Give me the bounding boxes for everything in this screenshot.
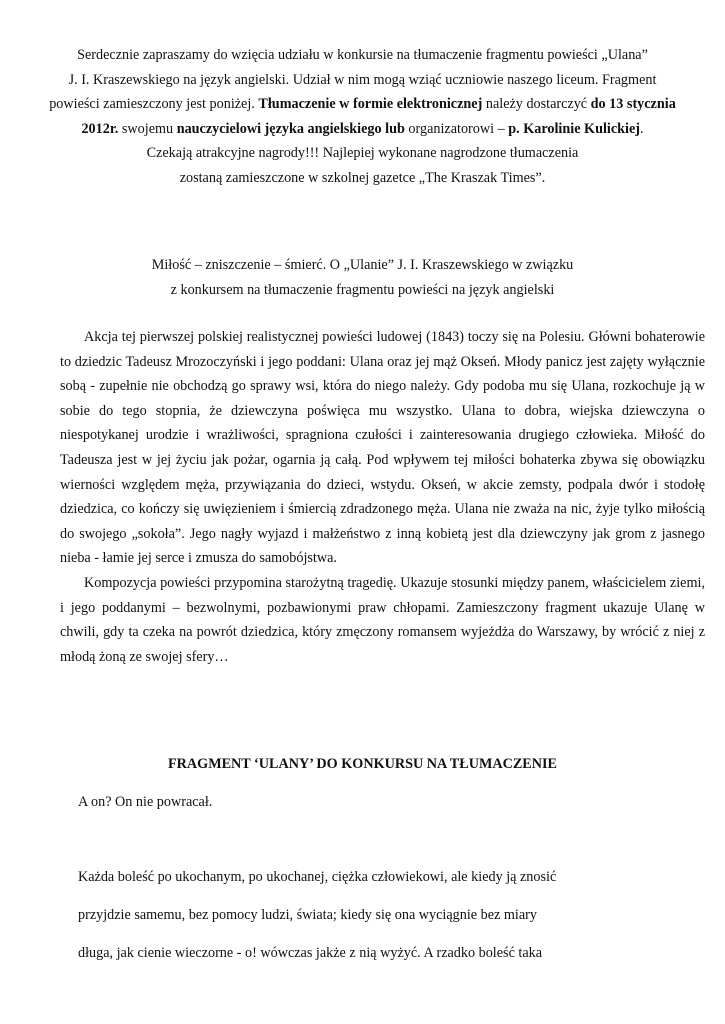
intro-text: należy dostarczyć	[482, 96, 591, 113]
intro-line-1: Serdecznie zapraszamy do wzięcia udziału w konkursie na tłumaczenie fragmentu powieści „Ulana”	[77, 47, 648, 63]
intro-emphasis-year: 2012r.	[81, 120, 119, 137]
intro-emphasis-organizer: p. Karolinie Kulickiej	[508, 120, 641, 137]
fragment-line-3: przyjdzie samemu, bez pomocy ludzi, świata; kiedy się ona wyciągnie bez miary	[78, 907, 537, 923]
intro-emphasis-deadline: do 13 stycznia	[590, 96, 676, 113]
essay-title-line-2: z konkursem na tłumaczenie fragmentu powieści na język angielski	[170, 281, 555, 298]
intro-emphasis-format: Tłumaczenie w formie elektronicznej	[258, 96, 483, 113]
essay-body	[60, 325, 705, 669]
essay-title-line-1: Miłość – zniszczenie – śmierć. O „Ulanie” J. I. Kraszewskiego w związku	[151, 257, 574, 273]
essay-title	[40, 253, 685, 302]
intro-text: swojemu	[118, 120, 177, 137]
intro-line-2: J. I. Kraszewskiego na język angielski. Udział w nim mogą wziąć uczniowie naszego liceum. Fragment	[68, 71, 657, 88]
intro-emphasis-teacher: nauczycielowi języka angielskiego lub	[176, 120, 405, 137]
contest-announcement	[40, 43, 685, 191]
intro-text: .	[640, 120, 644, 137]
fragment-line-4: długa, jak cienie wieczorne - o! wówczas jakże z nią wyżyć. A rzadko boleść taka	[78, 945, 543, 961]
intro-text: powieści zamieszczony jest poniżej.	[49, 96, 259, 113]
intro-line-6: zostaną zamieszczone w szkolnej gazetce „The Kraszak Times”.	[179, 169, 546, 186]
essay-paragraph-1: Akcja tej pierwszej polskiej realistycznej powieści ludowej (1843) toczy się na Polesiu. Główni bohaterowie to dziedzic Tadeusz Mrozoczyński i jego poddani: Ulana oraz jej mąż Okseń. Młody panicz jest zajęty wyłącznie sobą - zupełnie nie obchodzą go sprawy wsi, która do niego należy. Gdy podoba mu się Ulana, rozkochuje ją w sobie do tego stopnia, że dziewczyna poświęca mu wszystko. Ulana to dobra, wiejska dziewczyna o niespotykanej urodzie i wrażliwości, spragniona czułości i zainteresowania drugiego człowieka. Miłość do Tadeusza jest w jej życiu jak pożar, ogarnia ją całą. Pod wpływem tej miłości bohaterka zbywa się obowiązku wierności względem męża, przywiązania do dzieci, wstydu. Okseń, w akcie zemsty, podpala dwór i stodołę dziedzica, co kończy się uwięzieniem i śmiercią zdradzonego męża. Ulana nie zważa na nic, żyje tylko miłością do swojego „sokoła”. Jego nagły wyjazd i małżeństwo z inną kobietą jest dla dziewczyny jak grom z jasnego nieba - łamie jej serce i zmusza do samobójstwa.	[60, 329, 705, 567]
intro-line-4	[40, 117, 685, 142]
fragment-heading: FRAGMENT ‘ULANY’ DO KONKURSU NA TŁUMACZENIE	[168, 756, 557, 772]
essay-paragraph-2: Kompozycja powieści przypomina starożytną tragedię. Ukazuje stosunki między panem, właścicielem ziemi, i jego poddanymi – bezwolnymi, pozbawionymi praw chłopami. Zamieszczony fragment ukazuje Ulanę w chwili, gdy ta czeka na powrót dziedzica, który zmęczony romansem wyjeżdża do Warszawy, by wrócić z niej z młodą żoną ze swojej sfery…	[60, 574, 705, 665]
intro-text: organizatorowi –	[404, 120, 509, 137]
intro-line-5: Czekają atrakcyjne nagrody!!! Najlepiej wykonane nagrodzone tłumaczenia	[146, 145, 579, 162]
intro-line-3	[40, 92, 685, 117]
fragment-line-1: A on? On nie powracał.	[78, 794, 213, 810]
fragment-line-2: Każda boleść po ukochanym, po ukochanej, ciężka człowiekowi, ale kiedy ją znosić	[78, 869, 557, 885]
